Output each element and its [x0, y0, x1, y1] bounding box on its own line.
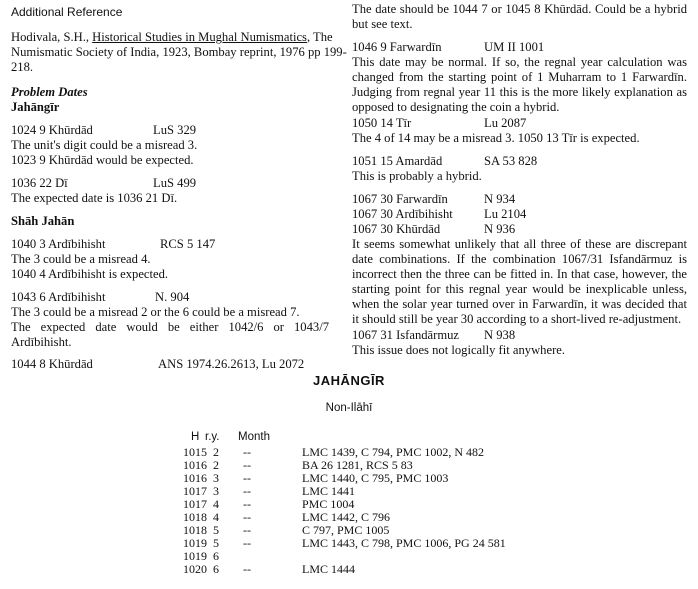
- jahangir-entry-1-ref: LuS 329: [153, 123, 197, 137]
- entry-1050-date: 1050 14 Tīr: [352, 116, 412, 130]
- row-hijri-year: 1017: [183, 484, 207, 498]
- row-regnal-year: 5: [213, 523, 219, 537]
- entry-1046-note: This date may be normal. If so, the regnal year calculation was changed from the starting point of 1 Muharram to 1 Farwardīn. Judging from regnal year 11 this is the more likely explanation as opposed to designating the coin a hybrid.: [352, 55, 687, 114]
- reference-line-1: [11, 30, 333, 45]
- row-month: --: [243, 562, 251, 576]
- row-month: --: [243, 536, 251, 550]
- jahangir-entry-2-date: 1036 22 Dī: [11, 176, 68, 190]
- shah-jahan-entry-1-note: 1040 4 Ardībihisht is expected.: [11, 267, 169, 281]
- row-month: --: [243, 510, 251, 524]
- row-references: LMC 1444: [302, 562, 356, 576]
- shah-jahan-entry-1-ref: RCS 5 147: [160, 237, 216, 251]
- entry-1067-date: 1067 30 Farwardīn: [352, 192, 448, 206]
- row-month: --: [243, 471, 251, 485]
- entry-1051-date: 1051 15 Amardād: [352, 154, 443, 168]
- entry-1050-ref: Lu 2087: [484, 116, 527, 130]
- row-regnal-year: 6: [213, 549, 219, 563]
- row-month: --: [243, 445, 251, 459]
- row-month: --: [243, 523, 251, 537]
- row-references: BA 26 1281, RCS 5 83: [302, 458, 413, 472]
- shah-jahan-entry-1-date: 1040 3 Ardībihisht: [11, 237, 106, 251]
- row-hijri-year: 1019: [183, 536, 207, 550]
- row-references: LMC 1442, C 796: [302, 510, 391, 524]
- row-regnal-year: 4: [213, 497, 219, 511]
- row-month: --: [243, 458, 251, 472]
- column-header-ry: r.y.: [205, 431, 220, 443]
- jahangir-subheading: Jahāngīr: [11, 100, 60, 114]
- column-header-month: Month: [238, 431, 270, 443]
- entry-1046-ref: UM II 1001: [484, 40, 545, 54]
- row-references: LMC 1440, C 795, PMC 1003: [302, 471, 449, 485]
- reference-line-3: 218.: [11, 60, 34, 74]
- shah-jahan-entry-1-note: The 3 could be a misread 4.: [11, 252, 151, 266]
- row-references: LMC 1443, C 798, PMC 1006, PG 24 581: [302, 536, 506, 550]
- column-header-h: H: [191, 431, 200, 443]
- reference-title: Historical Studies in Mughal Numismatics: [92, 30, 307, 44]
- entry-1051-note: This is probably a hybrid.: [352, 169, 482, 183]
- row-references: LMC 1441: [302, 484, 356, 498]
- row-hijri-year: 1018: [183, 523, 207, 537]
- row-regnal-year: 4: [213, 510, 219, 524]
- entry-1067-31-note: This issue does not logically fit anywhere.: [352, 343, 565, 357]
- entry-1051-ref: SA 53 828: [484, 154, 538, 168]
- shah-jahan-entry-2-ref: N. 904: [155, 290, 190, 304]
- shah-jahan-entry-3-note: The date should be 1044 7 or 1045 8 Khūrdād. Could be a hybrid but see text.: [352, 2, 687, 31]
- row-month: --: [243, 484, 251, 498]
- row-hijri-year: 1019: [183, 549, 207, 563]
- row-regnal-year: 3: [213, 484, 219, 498]
- entry-1050-note: The 4 of 14 may be a misread 3. 1050 13 Tīr is expected.: [352, 131, 640, 145]
- problem-dates-heading: Problem Dates: [11, 85, 88, 99]
- entry-1046-date: 1046 9 Farwardīn: [352, 40, 442, 54]
- row-hijri-year: 1018: [183, 510, 207, 524]
- row-hijri-year: 1016: [183, 458, 207, 472]
- entry-1067-ref: Lu 2104: [484, 207, 527, 221]
- row-hijri-year: 1016: [183, 471, 207, 485]
- row-regnal-year: 2: [213, 445, 219, 459]
- entry-1067-date: 1067 30 Khūrdād: [352, 222, 441, 236]
- row-regnal-year: 5: [213, 536, 219, 550]
- reference-author: Hodivala, S.H.,: [11, 30, 93, 44]
- row-month: --: [243, 497, 251, 511]
- entry-1067-31-date: 1067 31 Isfandārmuz: [352, 328, 460, 342]
- section-title: JAHĀNGĪR: [313, 373, 385, 388]
- row-hijri-year: 1017: [183, 497, 207, 511]
- shah-jahan-entry-2-note: The expected date would be either 1042/6 or 1043/7 Ardībihisht.: [11, 320, 329, 349]
- shah-jahan-subheading: Shāh Jahān: [11, 214, 75, 228]
- row-hijri-year: 1015: [183, 445, 207, 459]
- additional-reference-heading: Additional Reference: [11, 5, 123, 19]
- reference-line-1-tail: , The: [306, 30, 333, 44]
- entry-1067-ref: N 936: [484, 222, 516, 236]
- row-hijri-year: 1020: [183, 562, 207, 576]
- jahangir-entry-1-date: 1024 9 Khūrdād: [11, 123, 93, 137]
- shah-jahan-entry-2-note: The 3 could be a misread 2 or the 6 could be a misread 7.: [11, 305, 300, 319]
- entry-1067-date: 1067 30 Ardībihisht: [352, 207, 453, 221]
- jahangir-entry-2-ref: LuS 499: [153, 176, 197, 190]
- shah-jahan-entry-2-date: 1043 6 Ardībihisht: [11, 290, 106, 304]
- row-regnal-year: 6: [213, 562, 219, 576]
- jahangir-entry-1-note: The unit's digit could be a misread 3.: [11, 138, 198, 152]
- entry-1067-31-ref: N 938: [484, 328, 516, 342]
- section-subtitle: Non-Ilāhī: [325, 402, 373, 414]
- reference-line-2: Numismatic Society of India, 1923, Bombay reprint, 1976 pp 199-: [11, 45, 347, 59]
- shah-jahan-entry-3-ref: ANS 1974.26.2613, Lu 2072: [158, 357, 305, 371]
- shah-jahan-entry-3-date: 1044 8 Khūrdād: [11, 357, 93, 371]
- jahangir-entry-1-note: 1023 9 Khūrdād would be expected.: [11, 153, 194, 167]
- row-regnal-year: 3: [213, 471, 219, 485]
- row-references: LMC 1439, C 794, PMC 1002, N 482: [302, 445, 485, 459]
- row-references: C 797, PMC 1005: [302, 523, 390, 537]
- row-references: PMC 1004: [302, 497, 355, 511]
- entry-1067-note: It seems somewhat unlikely that all three of these are discrepant date combinations. If the combination 1067/31 Isfandārmuz is incorrect then the three can be fitted in. In that case, however, the starting point for this regnal year would be inexplicable unless, when the solar year turned over in Farwardīn, it was decided that it should still be year 30 according to a short-lived re-adjustment.: [352, 237, 687, 326]
- row-regnal-year: 2: [213, 458, 219, 472]
- jahangir-entry-2-note: The expected date is 1036 21 Dī.: [11, 191, 178, 205]
- entry-1067-ref: N 934: [484, 192, 516, 206]
